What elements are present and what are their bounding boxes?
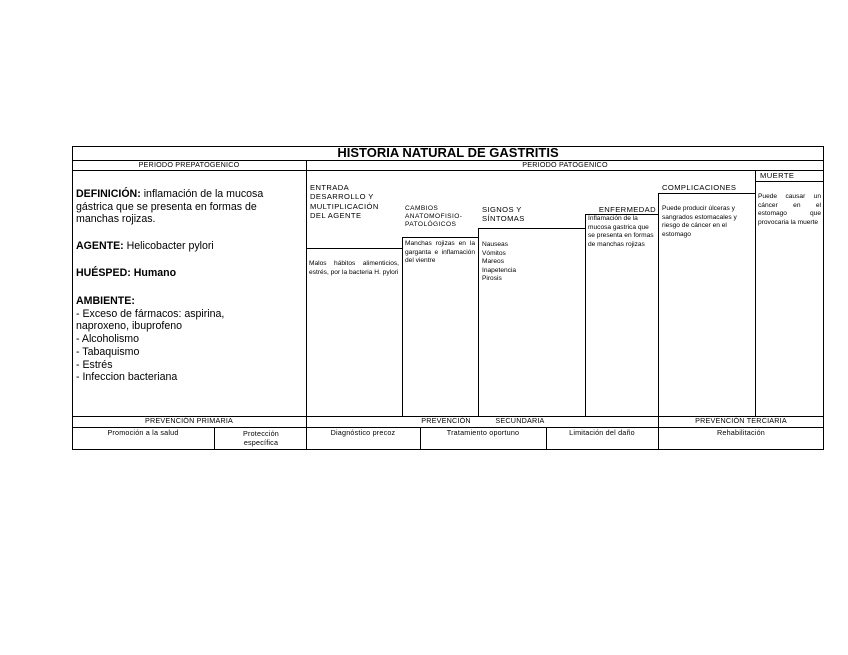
muerte-text: Puede causar un cáncer en el estomago que provocaria la muerte xyxy=(758,193,821,226)
enfermedad-title: ENFERMEDAD xyxy=(598,205,656,214)
prevencion-secundaria-label-b: SECUNDARIA xyxy=(495,416,545,425)
cambios-text: Manchas rojizas en la garganta e inflamación del vientre xyxy=(405,240,475,265)
period-header-divider xyxy=(72,170,824,171)
signo-item: Nauseas xyxy=(482,241,509,248)
signo-item: Inapetencia xyxy=(482,266,517,274)
definicion-text: inflamación de la mucosa gástrica que se presenta en formas de manchas rojizas. xyxy=(76,188,264,226)
muerte-title: MUERTE xyxy=(760,171,795,180)
diagram-title: HISTORIA NATURAL DE GASTRITIS xyxy=(337,145,559,160)
signos-step-line xyxy=(478,228,585,229)
enfermedad-text: Inflamación de la mucosa gastrica que se presenta en formas de manchas rojizas xyxy=(588,215,654,248)
definicion-label: DEFINICIÓN: xyxy=(76,188,141,200)
signos-enfermedad-divider xyxy=(585,214,586,416)
ambiente-item: - Tabaquismo xyxy=(76,345,140,358)
signo-item: Pirosis xyxy=(482,275,502,283)
prevencion-secundaria-label-a: PREVENCIÓN xyxy=(421,416,471,425)
ambiente-item: - Exceso de fármacos: aspirina, naproxeno, ibuprofeno xyxy=(76,307,225,333)
period-divider xyxy=(306,160,307,450)
proteccion-especifica: Protección específica xyxy=(243,429,279,448)
enfermedad-complicaciones-divider xyxy=(658,193,659,450)
rehabilitacion: Rehabilitación xyxy=(717,428,765,437)
prevencion-terciaria-label: PREVENCIÓN TERCIARIA xyxy=(695,416,787,425)
entrada-cambios-divider xyxy=(402,237,403,416)
signos-list xyxy=(482,241,542,284)
diagnostico-precoz: Diagnóstico precoz xyxy=(330,428,396,437)
signo-item: Vómitos xyxy=(482,249,506,257)
agente-block xyxy=(76,240,294,253)
promocion-salud: Promoción a la salud xyxy=(107,428,179,437)
complicaciones-step-line xyxy=(658,193,755,194)
definicion-block xyxy=(76,188,294,226)
entrada-text: Malos hábitos alimenticios, estrés, por la bacteria H. pylori xyxy=(309,260,399,276)
tratamiento-oportuno: Tratamiento oportuno xyxy=(446,428,520,437)
prevencion-primaria-label: PREVENCIÓN PRIMARIA xyxy=(144,416,234,425)
limitacion-dano: Limitación del daño xyxy=(569,428,635,437)
period-prepatogenico-label: PERIODO PREPATOGENICO xyxy=(138,160,240,169)
signos-title: SIGNOS Y SÍNTOMAS xyxy=(482,205,525,224)
complicaciones-title: COMPLICACIONES xyxy=(662,183,737,192)
huesped-label: HUÉSPED: xyxy=(76,267,131,279)
period-patogenico-label: PERIODO PATOGENICO xyxy=(522,160,608,169)
cambios-step-line xyxy=(402,237,478,238)
entrada-title: ENTRADA DESARROLLO Y MULTIPLICACIÓN DEL AGENTE xyxy=(310,183,379,221)
signo-item: Mareos xyxy=(482,258,504,266)
huesped-text: Humano xyxy=(130,267,177,279)
complicaciones-text: Puede producir úlceras y sangrados estomacales y riesgo de cáncer en el estomago xyxy=(662,205,737,238)
ambiente-item: - Infeccion bacteriana xyxy=(76,371,178,384)
promocion-proteccion-divider xyxy=(214,427,215,450)
ambiente-item: - Estrés xyxy=(76,358,113,371)
huesped-block xyxy=(76,267,294,280)
agente-label: AGENTE: xyxy=(76,240,124,252)
complicaciones-muerte-divider xyxy=(755,170,756,416)
cambios-signos-divider xyxy=(478,228,479,416)
entrada-step-line xyxy=(306,248,402,249)
ambiente-block xyxy=(76,295,276,384)
agente-text: Helicobacter pylori xyxy=(123,240,214,252)
ambiente-label: AMBIENTE: xyxy=(76,295,135,307)
cambios-title: CAMBIOS ANATOMOFISIO-PATOLÓGICOS xyxy=(405,205,463,229)
ambiente-item: - Alcoholismo xyxy=(76,333,139,346)
muerte-step-line xyxy=(755,181,824,182)
